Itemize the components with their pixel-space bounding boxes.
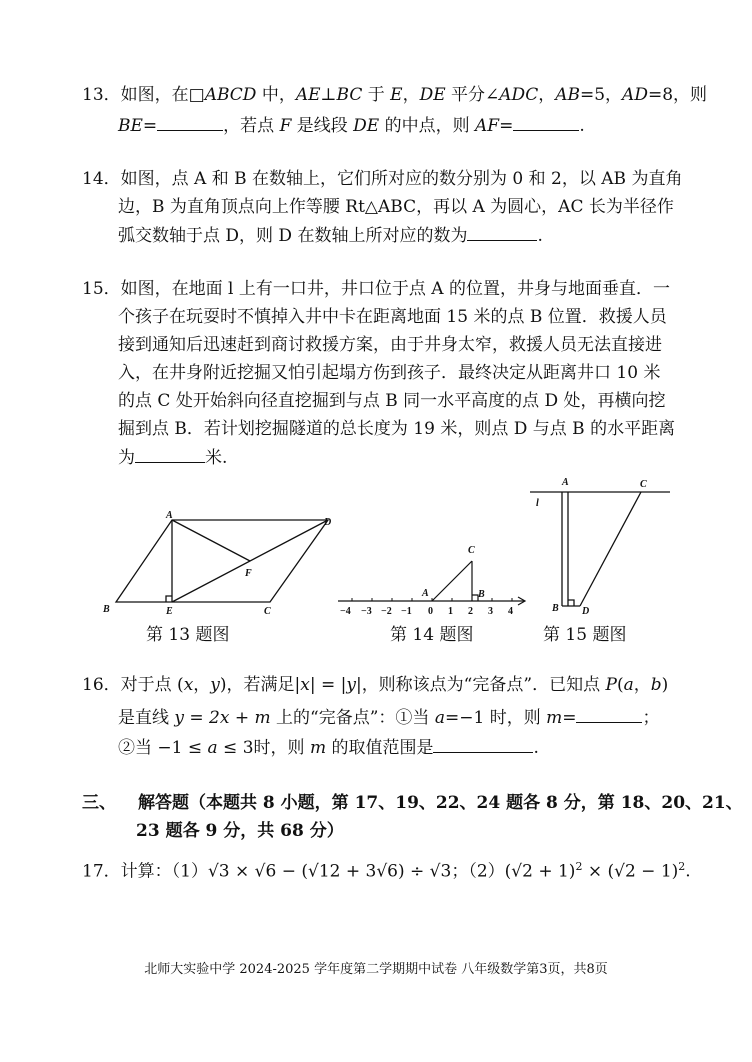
q16-line1: 16．对于点 (x，y)，若满足|x| = |y|，则称该点为“完备点”．已知点 P(a，b) <box>82 675 669 695</box>
fig14-tick-3: 3 <box>488 606 493 617</box>
q14-line1: 14．如图，点 A 和 B 在数轴上，它们所对应的数分别为 0 和 2，以 AB 为直角 <box>82 169 683 189</box>
fig13-label-B: B <box>103 604 110 615</box>
fig14-tick-0: 0 <box>428 606 433 617</box>
q15-line2: 个孩子在玩耍时不慎掉入井中卡在距离地面 15 米的点 B 位置．救援人员 <box>118 307 667 327</box>
fig14-tick--3: −3 <box>361 606 372 617</box>
fig14-tick-1: 1 <box>448 606 453 617</box>
fig13-label-F: F <box>245 568 252 579</box>
q13-line1: 13．如图，在□ABCD 中，AE⊥BC 于 E，DE 平分∠ADC，AB=5，AD=8，则 <box>82 85 708 105</box>
q15-line6: 掘到点 B．若计划挖掘隧道的总长度为 19 米，则点 D 与点 B 的水平距离 <box>118 419 676 439</box>
fig14-tick-2: 2 <box>468 606 473 617</box>
q14-line3: 弧交数轴于点 D，则 D 在数轴上所对应的数为 . <box>118 226 543 246</box>
q13-line2: BE= ，若点 F 是线段 DE 的中点，则 AF= . <box>118 116 585 136</box>
q15-line7: 为 米. <box>118 448 228 468</box>
q14-line2: 边，B 为直角顶点向上作等腰 Rt△ABC，再以 A 为圆心，AC 长为半径作 <box>118 197 674 217</box>
fig15-label-A: A <box>562 477 569 488</box>
q16-line2: 是直线 y = 2x + m 上的“完备点”：①当 a=−1 时，则 m= ； <box>118 708 660 728</box>
fig15-label-D: D <box>582 606 590 617</box>
fig15-label-B: B <box>552 603 559 614</box>
fig14-label-B: B <box>478 589 485 600</box>
q14-answer-blank[interactable] <box>467 224 537 241</box>
q15-answer-blank[interactable] <box>135 446 205 463</box>
fig13-label-A: A <box>166 510 173 521</box>
fig14-label-C: C <box>468 545 475 556</box>
page-footer: 北师大实验中学 2024-2025 学年度第二学期期中试卷 八年级数学第3页，共8页 <box>144 962 608 977</box>
fig13-label-D: D <box>324 517 332 528</box>
q17-expression-1: √3 × √6 − (√12 + 3√6) ÷ √3 <box>207 861 452 882</box>
q15-line1: 15．如图，在地面 l 上有一口井，井口位于点 A 的位置，井身与地面垂直．一 <box>82 279 670 299</box>
fig13-label-C: C <box>264 606 271 617</box>
fig13-caption: 第 13 题图 <box>146 625 230 645</box>
q17-line: 17．计算：（1）√3 × √6 − (√12 + 3√6) ÷ √3；$(2)(√2 + 1)^2 \times (√2 - 1)^2$. <box>82 860 691 882</box>
section3-heading-line2: 23 题各 9 分，共 68 分） <box>136 821 344 841</box>
fig14-tick-4: 4 <box>508 606 513 617</box>
fig15-label-C: C <box>640 479 647 490</box>
fig14-tick--2: −2 <box>381 606 392 617</box>
fig14-tick--1: −1 <box>401 606 412 617</box>
fig15-label-l: l <box>536 498 539 509</box>
q13-answer-blank-2[interactable] <box>513 114 579 131</box>
figure-15 <box>528 474 678 620</box>
q16-answer-blank-2[interactable] <box>433 736 533 753</box>
q15-line5: 的点 C 处开始斜向径直挖掘到与点 B 同一水平高度的点 D 处，再横向挖 <box>118 391 666 411</box>
q16-answer-blank-1[interactable] <box>576 706 642 723</box>
fig14-label-A: A <box>422 588 429 599</box>
q16-line3: ②当 −1 ≤ a ≤ 3时，则 m 的取值范围是 . <box>118 738 539 758</box>
q15-line4: 入，在井身附近挖掘又怕引起塌方伤到孩子．最终决定从距离井口 10 米 <box>118 363 661 383</box>
fig14-tick--4: −4 <box>340 606 351 617</box>
fig13-label-E: E <box>166 606 173 617</box>
q17-expression-2a: (√2 + 1) <box>504 861 576 882</box>
fig15-caption: 第 15 题图 <box>543 625 627 645</box>
q17-expression-2b: (√2 − 1) <box>607 861 679 882</box>
section3-heading: 三、 解答题（本题共 8 小题，第 17、19、22、24 题各 8 分，第 18、20、21、 <box>82 793 743 813</box>
figure-14 <box>336 540 532 620</box>
q15-line3: 接到通知后迅速赶到商讨救援方案，由于井身太窄，救援人员无法直接进 <box>118 335 662 355</box>
q13-answer-blank-1[interactable] <box>157 114 223 131</box>
figure-13 <box>98 510 338 620</box>
fig14-caption: 第 14 题图 <box>390 625 474 645</box>
